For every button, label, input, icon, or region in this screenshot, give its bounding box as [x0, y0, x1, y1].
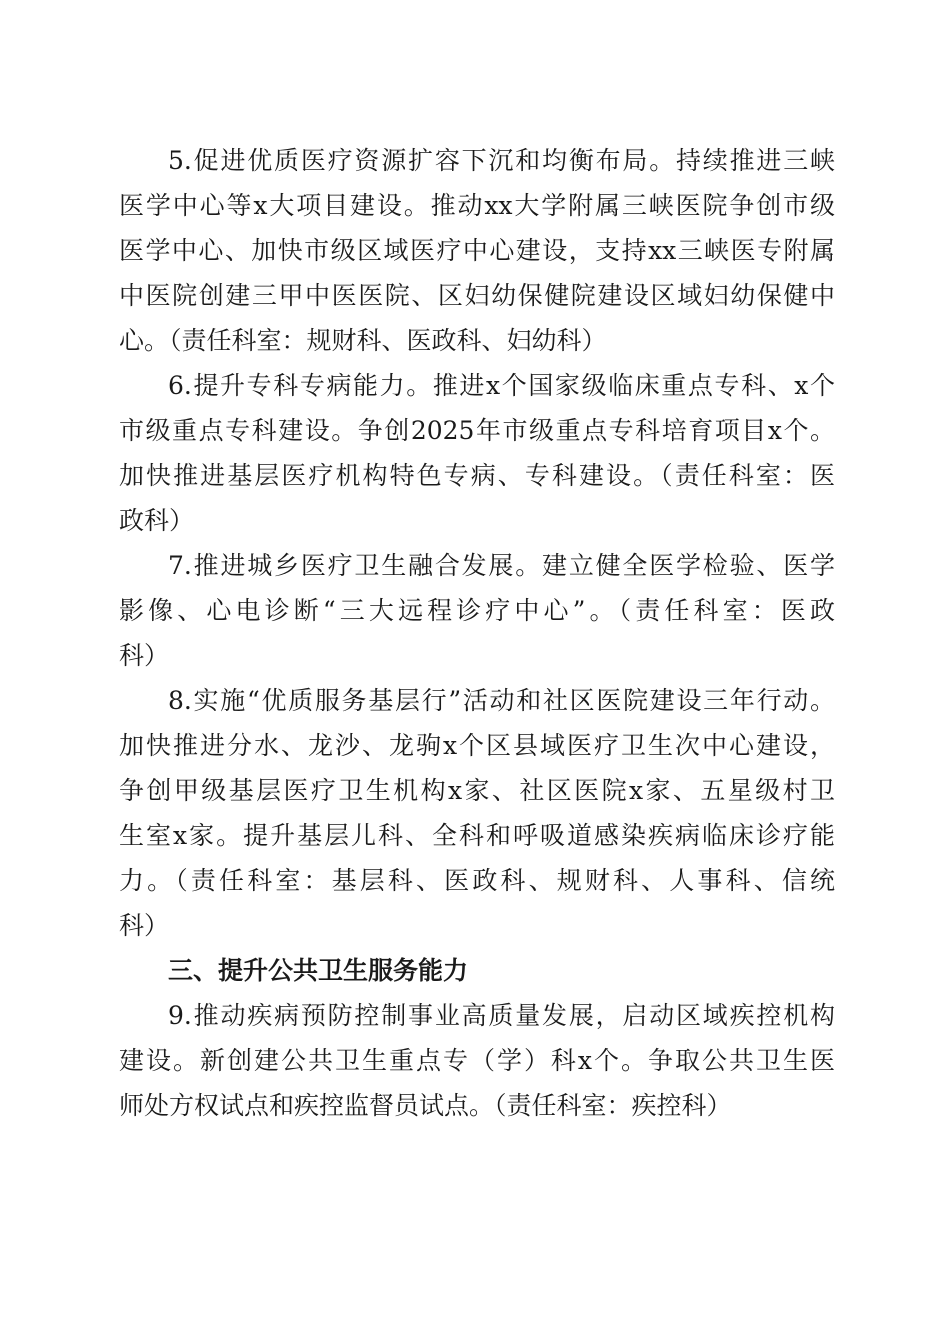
paragraph-6-line-3: 加快推进基层医疗机构特色专病、专科建设。（责任科室：医 — [119, 461, 835, 490]
paragraph-9-line-1: 9.推动疾病预防控制事业高质量发展，启动区域疾控机构 — [168, 1001, 835, 1030]
paragraph-8-line-5: 力。（责任科室：基层科、医政科、规财科、人事科、信统 — [119, 866, 835, 895]
paragraph-7-line-1: 7.推进城乡医疗卫生融合发展。建立健全医学检验、医学 — [168, 551, 835, 580]
paragraph-5-line-4: 中医院创建三甲中医医院、区妇幼保健院建设区域妇幼保健中 — [119, 281, 835, 310]
paragraph-6-line-4: 政科） — [119, 506, 195, 535]
paragraph-7-line-2: 影像、心电诊断“三大远程诊疗中心”。（责任科室：医政 — [119, 596, 835, 625]
paragraph-8-line-2: 加快推进分水、龙沙、龙驹x个区县域医疗卫生次中心建设， — [119, 731, 835, 760]
section-heading: 三、提升公共卫生服务能力 — [168, 956, 469, 985]
paragraph-5-line-3: 医学中心、加快市级区域医疗中心建设，支持xx三峡医专附属 — [119, 236, 835, 265]
paragraph-8-line-6: 科） — [119, 911, 170, 940]
paragraph-9-line-2: 建设。新创建公共卫生重点专（学）科x个。争取公共卫生医 — [119, 1046, 835, 1075]
paragraph-5-line-2: 医学中心等x大项目建设。推动xx大学附属三峡医院争创市级 — [119, 191, 835, 220]
paragraph-6-line-1: 6.提升专科专病能力。推进x个国家级临床重点专科、x个 — [168, 371, 835, 400]
paragraph-5-line-1: 5.促进优质医疗资源扩容下沉和均衡布局。持续推进三峡 — [168, 146, 835, 175]
paragraph-7-line-3: 科） — [119, 641, 170, 670]
paragraph-8-line-3: 争创甲级基层医疗卫生机构x家、社区医院x家、五星级村卫 — [119, 776, 835, 805]
paragraph-5-line-5: 心。（责任科室：规财科、医政科、妇幼科） — [119, 326, 607, 355]
paragraph-6-line-2: 市级重点专科建设。争创2025年市级重点专科培育项目x个。 — [119, 416, 835, 445]
paragraph-9-line-3: 师处方权试点和疾控监督员试点。（责任科室：疾控科） — [119, 1091, 732, 1120]
paragraph-8-line-1: 8.实施“优质服务基层行”活动和社区医院建设三年行动。 — [168, 686, 835, 715]
paragraph-8-line-4: 生室x家。提升基层儿科、全科和呼吸道感染疾病临床诊疗能 — [119, 821, 835, 850]
